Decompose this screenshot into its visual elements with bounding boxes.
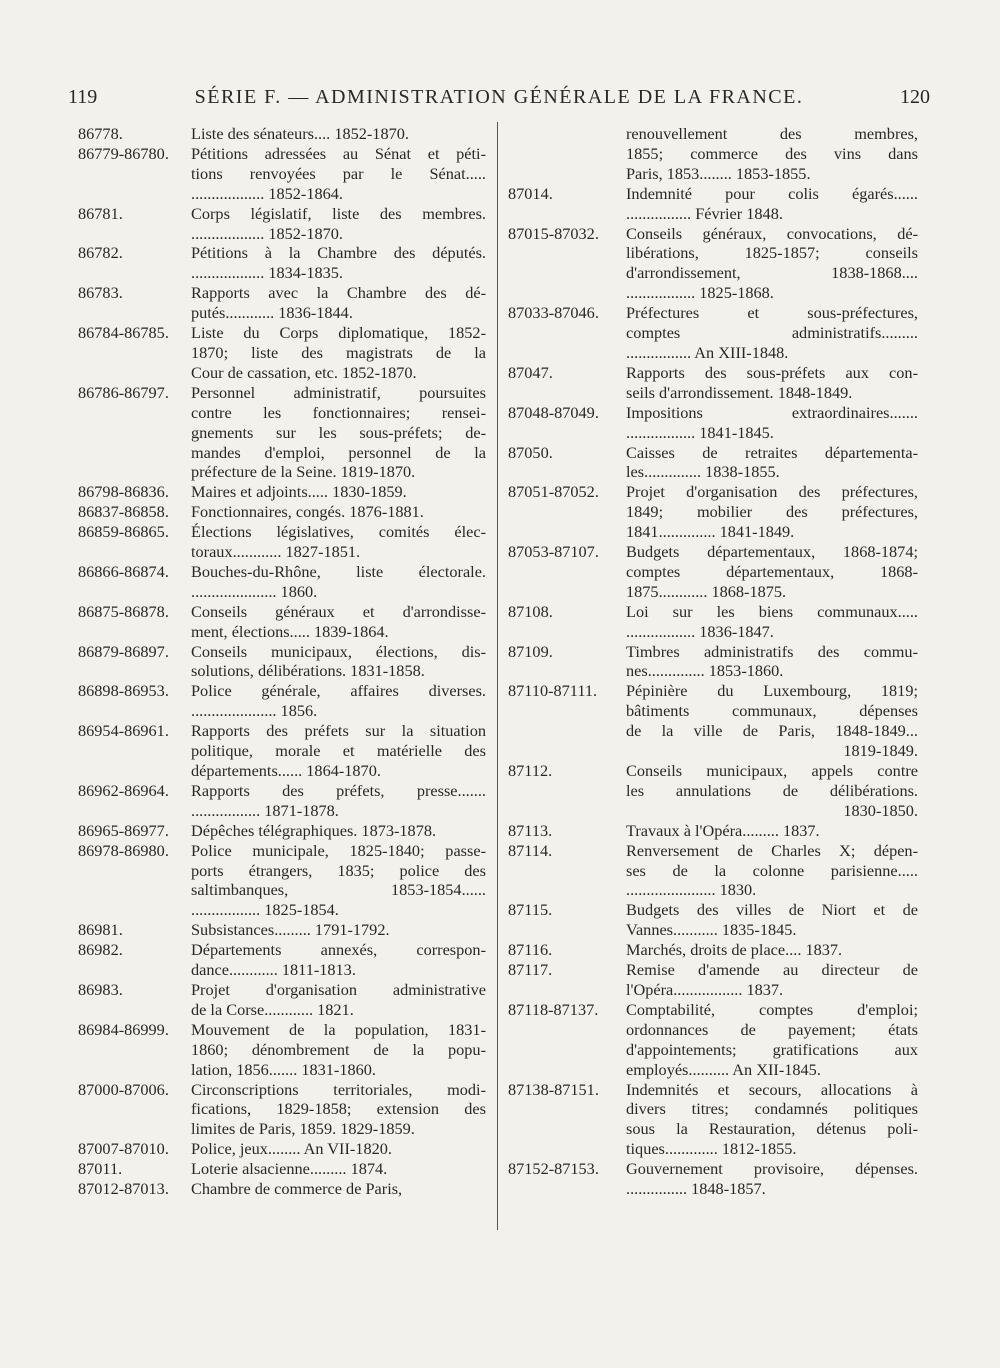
page-number-right: 120 [900, 86, 930, 108]
entry-cote: 87117. [508, 960, 553, 980]
inventory-entry [508, 1159, 918, 1199]
entry-cote: 87109. [508, 641, 553, 661]
entry-cote: 87113. [508, 820, 553, 840]
entry-line: .................. 1834-1835. [191, 263, 343, 283]
running-header [68, 86, 930, 110]
entry-line: Rapports des sous-préfets aux con- [626, 362, 918, 382]
inventory-entry [78, 1179, 486, 1199]
entry-line: fications, 1829-1858; extension des [191, 1099, 486, 1119]
entry-description [191, 243, 486, 283]
entry-description [626, 124, 918, 184]
entry-description [626, 542, 918, 602]
entry-line: Cour de cassation, etc. 1852-1870. [191, 362, 417, 382]
entry-cote [508, 124, 626, 184]
entry-cote: 86879-86897. [78, 641, 169, 661]
entry-line: comptes départementaux, 1868- [626, 561, 918, 581]
entry-line: Loterie alsacienne......... 1874. [191, 1159, 388, 1179]
entry-cote: 86983. [78, 979, 123, 999]
left-column [78, 124, 486, 1199]
inventory-entry [78, 383, 486, 483]
entry-line: Départements annexés, correspon- [191, 940, 486, 960]
entry-line: Rapports des préfets, presse....... [191, 780, 486, 800]
entry-cote: 87112. [508, 761, 553, 780]
entry-line: dance............ 1811-1813. [191, 960, 356, 980]
entry-line: Personnel administratif, poursuites [191, 382, 486, 402]
inventory-entry [508, 602, 918, 642]
entry-line: Conseils généraux et d'arrondisse- [191, 601, 486, 621]
entry-line: Corps législatif, liste des membres. [191, 203, 486, 223]
entry-line: Police municipale, 1825-1840; passe- [191, 840, 486, 860]
entry-line: Conseils municipaux, appels contre [626, 761, 918, 780]
entry-line: Dépêches télégraphiques. 1873-1878. [191, 820, 437, 840]
entry-line: d'arrondissement, 1838-1868.... [626, 263, 918, 283]
entry-description [626, 224, 918, 304]
right-column [508, 124, 918, 1199]
inventory-entry [78, 1020, 486, 1080]
inventory-entry [78, 502, 486, 522]
inventory-entry [508, 821, 918, 841]
entry-cote: 87011. [78, 1159, 123, 1179]
entry-line: Maires et adjoints..... 1830-1859. [191, 482, 407, 502]
inventory-entry [508, 960, 918, 1000]
entry-line: Travaux à l'Opéra......... 1837. [626, 820, 820, 840]
entry-description [191, 721, 486, 781]
entry-cote: 86786-86797. [78, 382, 169, 402]
entry-line: Marchés, droits de place.... 1837. [626, 940, 843, 960]
entry-description [191, 940, 486, 980]
entry-line: Pétitions à la Chambre des députés. [191, 243, 486, 263]
entry-line: ................. 1841-1845. [626, 422, 774, 442]
entry-line: préfecture de la Seine. 1819-1870. [191, 462, 416, 482]
entry-line: Police, jeux........ An VII-1820. [191, 1139, 392, 1159]
entry-line: Circonscriptions territoriales, modi- [191, 1079, 486, 1099]
entry-line: 1830-1850. [843, 800, 918, 820]
entry-cote: 86859-86865. [78, 522, 169, 542]
inventory-entry [78, 602, 486, 642]
inventory-entry [508, 443, 918, 483]
entry-cote: 86783. [78, 283, 123, 303]
inventory-entry [508, 642, 918, 682]
entry-description [626, 841, 918, 901]
entry-line: Bouches-du-Rhône, liste électorale. [191, 561, 486, 581]
entry-line: renouvellement des membres, [626, 124, 918, 143]
entry-cote: 87152-87153. [508, 1159, 599, 1179]
entry-line: 1875............ 1868-1875. [626, 581, 787, 601]
entry-line: Pétitions adressées au Sénat et péti- [191, 143, 486, 163]
entry-description [626, 900, 918, 940]
entry-description [626, 363, 918, 403]
entry-cote: 87014. [508, 183, 553, 203]
entry-cote: 86866-86874. [78, 561, 169, 581]
inventory-entry [78, 781, 486, 821]
inventory-entry [78, 124, 486, 144]
entry-line: Budgets des villes de Niort et de [626, 900, 918, 920]
entry-cote: 86875-86878. [78, 601, 169, 621]
inventory-entry [78, 721, 486, 781]
entry-line: Projet d'organisation des préfectures, [626, 482, 918, 502]
entry-cote: 87116. [508, 940, 553, 960]
entry-cote: 86784-86785. [78, 323, 169, 343]
entry-description [191, 1139, 486, 1159]
entry-line: ................. 1825-1868. [626, 283, 774, 303]
entry-description [626, 184, 918, 224]
entry-cote: 86781. [78, 203, 123, 223]
entry-line: tiques............. 1812-1855. [626, 1139, 797, 1159]
entry-line: ................. 1871-1878. [191, 800, 339, 820]
entry-line: les.............. 1838-1855. [626, 462, 780, 482]
entry-cote: 86778. [78, 124, 123, 143]
entry-cote: 86981. [78, 920, 123, 940]
entry-description [191, 781, 486, 821]
entry-cote: 87000-87006. [78, 1079, 169, 1099]
entry-line: Indemnité pour colis égarés...... [626, 183, 918, 203]
entry-cote: 87050. [508, 442, 553, 462]
entry-line: Subsistances......... 1791-1792. [191, 920, 390, 940]
entry-line: toraux............ 1827-1851. [191, 542, 361, 562]
entry-description [191, 681, 486, 721]
entry-cote: 86965-86977. [78, 820, 169, 840]
inventory-entry [78, 642, 486, 682]
entry-line: ............... 1848-1857. [626, 1179, 766, 1199]
inventory-entry [508, 363, 918, 403]
entry-description [191, 204, 486, 244]
entry-description [191, 1020, 486, 1080]
entry-line: .................. 1852-1870. [191, 223, 343, 243]
entry-cote: 86779-86780. [78, 143, 169, 163]
entry-cote: 86782. [78, 243, 123, 263]
inventory-entry [78, 1080, 486, 1140]
entry-line: limites de Paris, 1859. 1829-1859. [191, 1119, 415, 1139]
entry-line: de la ville de Paris, 1848-1849... [626, 721, 918, 741]
entry-line: lation, 1856....... 1831-1860. [191, 1059, 376, 1079]
entry-line: Pépinière du Luxembourg, 1819; [626, 681, 918, 701]
entry-line: Fonctionnaires, congés. 1876-1881. [191, 502, 424, 522]
inventory-entry [78, 980, 486, 1020]
entry-line: 1819-1849. [843, 741, 918, 761]
inventory-entry [78, 323, 486, 383]
entry-description [191, 482, 486, 502]
entry-line: ports étrangers, 1835; police des [191, 860, 486, 880]
entry-line: Remise d'amende au directeur de [626, 960, 918, 980]
entry-description [626, 940, 918, 960]
entry-description [626, 960, 918, 1000]
inventory-entry [78, 562, 486, 602]
entry-line: Budgets départementaux, 1868-1874; [626, 542, 918, 562]
entry-description [626, 761, 918, 821]
inventory-entry [508, 940, 918, 960]
entry-line: mandes d'emploi, personnel de la [191, 442, 486, 462]
entry-description [191, 602, 486, 642]
entry-cote: 87015-87032. [508, 223, 599, 243]
entry-line: ..................... 1856. [191, 701, 318, 721]
entry-description [191, 821, 486, 841]
entry-line: l'Opéra................. 1837. [626, 979, 784, 999]
entry-description [626, 443, 918, 483]
entry-cote: 86798-86836. [78, 482, 169, 502]
page-title: SÉRIE F. — ADMINISTRATION GÉNÉRALE DE LA FRANCE. [194, 86, 804, 108]
entry-cote: 87053-87107. [508, 542, 599, 562]
entry-cote: 86982. [78, 940, 123, 960]
entry-description [191, 562, 486, 602]
inventory-entry [78, 841, 486, 921]
entry-line: Caisses de retraites départementa- [626, 442, 918, 462]
entry-line: sous la Restauration, détenus poli- [626, 1119, 918, 1139]
entry-line: Renversement de Charles X; dépen- [626, 840, 918, 860]
entry-cote: 87007-87010. [78, 1139, 169, 1159]
entry-line: ................ An XIII-1848. [626, 342, 789, 362]
entry-description [191, 1179, 486, 1199]
entry-description [626, 821, 918, 841]
entry-line: politique, morale et matérielle des [191, 741, 486, 761]
entry-line: libérations, 1825-1857; conseils [626, 243, 918, 263]
inventory-entry [508, 224, 918, 304]
inventory-entry [508, 482, 918, 542]
inventory-entry [78, 681, 486, 721]
inventory-entry [78, 482, 486, 502]
inventory-entry [508, 303, 918, 363]
entry-line: Projet d'organisation administrative [191, 979, 486, 999]
entry-line: ................ Février 1848. [626, 203, 783, 223]
entry-cote: 87012-87013. [78, 1179, 169, 1199]
inventory-entry [78, 940, 486, 980]
entry-description [191, 383, 486, 483]
inventory-entry [508, 1000, 918, 1080]
entry-cote: 86954-86961. [78, 721, 169, 741]
entry-line: putés............ 1836-1844. [191, 303, 353, 323]
entry-line: bâtiments communaux, dépenses [626, 701, 918, 721]
entry-cote: 87051-87052. [508, 482, 599, 502]
entry-description [191, 144, 486, 204]
inventory-entry [508, 1080, 918, 1160]
entry-line: Conseils municipaux, élections, dis- [191, 641, 486, 661]
entry-description [626, 403, 918, 443]
inventory-entry [78, 283, 486, 323]
entry-line: saltimbanques, 1853-1854...... [191, 880, 486, 900]
column-divider [497, 122, 498, 1230]
entry-cote: 87108. [508, 601, 553, 621]
entry-line: ................. 1836-1847. [626, 621, 774, 641]
entry-description [191, 323, 486, 383]
entry-line: Conseils généraux, convocations, dé- [626, 223, 918, 243]
entry-line: Chambre de commerce de Paris, [191, 1179, 403, 1199]
entry-cote: 87115. [508, 900, 553, 920]
entry-line: Loi sur les biens communaux..... [626, 601, 918, 621]
entry-line: ................. 1825-1854. [191, 900, 339, 920]
entry-description [626, 602, 918, 642]
entry-line: ...................... 1830. [626, 880, 757, 900]
entry-line: 1841.............. 1841-1849. [626, 522, 795, 542]
entry-line: ment, élections..... 1839-1864. [191, 621, 389, 641]
entry-line: les annulations de délibérations. [626, 780, 918, 800]
entry-line: Police générale, affaires diverses. [191, 681, 486, 701]
entry-line: employés.......... An XII-1845. [626, 1059, 821, 1079]
inventory-entry [78, 144, 486, 204]
entry-line: nes.............. 1853-1860. [626, 661, 784, 681]
entry-line: départements...... 1864-1870. [191, 761, 381, 780]
entry-description [191, 502, 486, 522]
entry-line: Comptabilité, comptes d'emploi; [626, 999, 918, 1019]
entry-description [191, 522, 486, 562]
inventory-entry [508, 900, 918, 940]
entry-line: Impositions extraordinaires....... [626, 402, 918, 422]
entry-line: comptes administratifs......... [626, 323, 918, 343]
entry-description [626, 303, 918, 363]
entry-line: tions renvoyées par le Sénat..... [191, 163, 486, 183]
entry-cote: 87114. [508, 840, 553, 860]
entry-line: Rapports avec la Chambre des dé- [191, 283, 486, 303]
entry-description [191, 642, 486, 682]
page-number-left: 119 [68, 86, 98, 108]
entry-description [191, 980, 486, 1020]
inventory-entry [78, 821, 486, 841]
entry-cote: 87110-87111. [508, 681, 598, 701]
entry-description [191, 283, 486, 323]
entry-line: ses de la colonne parisienne..... [626, 860, 918, 880]
entry-line: Vannes........... 1835-1845. [626, 920, 797, 940]
entry-cote: 87138-87151. [508, 1079, 599, 1099]
entry-line: ..................... 1860. [191, 581, 318, 601]
entry-description [626, 482, 918, 542]
entry-line: Élections législatives, comités élec- [191, 522, 486, 542]
inventory-entry [508, 681, 918, 761]
inventory-entry [508, 124, 918, 184]
entry-description [626, 1000, 918, 1080]
entry-line: divers titres; condamnés politiques [626, 1099, 918, 1119]
entry-cote: 86837-86858. [78, 502, 169, 522]
entry-line: solutions, délibérations. 1831-1858. [191, 661, 425, 681]
entry-line: seils d'arrondissement. 1848-1849. [626, 382, 853, 402]
entry-line: Timbres administratifs des commu- [626, 641, 918, 661]
entry-line: Mouvement de la population, 1831- [191, 1019, 486, 1039]
entry-description [191, 1080, 486, 1140]
inventory-entry [508, 761, 918, 821]
inventory-entry [78, 522, 486, 562]
entry-cote: 87033-87046. [508, 303, 599, 323]
entry-line: .................. 1852-1864. [191, 183, 343, 203]
entry-description [626, 642, 918, 682]
inventory-entry [78, 1159, 486, 1179]
entry-cote: 86984-86999. [78, 1019, 169, 1039]
entry-cote: 87047. [508, 362, 553, 382]
entry-description [191, 841, 486, 921]
entry-line: Liste du Corps diplomatique, 1852- [191, 323, 486, 343]
entry-line: Indemnités et secours, allocations à [626, 1079, 918, 1099]
entry-line: d'appointements; gratifications aux [626, 1039, 918, 1059]
inventory-entry [508, 841, 918, 901]
inventory-entry [78, 243, 486, 283]
entry-line: Liste des sénateurs.... 1852-1870. [191, 124, 409, 143]
entry-line: Préfectures et sous-préfectures, [626, 303, 918, 323]
entry-cote: 86898-86953. [78, 681, 169, 701]
entry-description [626, 1159, 918, 1199]
entry-description [191, 1159, 486, 1179]
entry-line: Paris, 1853........ 1853-1855. [626, 163, 811, 183]
entry-line: Rapports des préfets sur la situation [191, 721, 486, 741]
entry-line: contre les fonctionnaires; rensei- [191, 402, 486, 422]
entry-line: 1855; commerce des vins dans [626, 143, 918, 163]
entry-cote: 87048-87049. [508, 402, 599, 422]
entry-line: 1860; dénombrement de la popu- [191, 1039, 486, 1059]
entry-line: ordonnances de payement; états [626, 1019, 918, 1039]
entry-line: 1870; liste des magistrats de la [191, 342, 486, 362]
inventory-entry [78, 1139, 486, 1159]
entry-cote: 86962-86964. [78, 780, 169, 800]
entry-description [626, 1080, 918, 1160]
entry-description [191, 920, 486, 940]
inventory-entry [508, 184, 918, 224]
entry-line: de la Corse............ 1821. [191, 999, 354, 1019]
inventory-entry [78, 920, 486, 940]
entry-line: gnements sur les sous-préfets; de- [191, 422, 486, 442]
inventory-entry [508, 403, 918, 443]
entry-description [626, 681, 918, 761]
entry-cote: 86978-86980. [78, 840, 169, 860]
inventory-entry [508, 542, 918, 602]
entry-line: Gouvernement provisoire, dépenses. [626, 1159, 918, 1179]
entry-line: 1849; mobilier des préfectures, [626, 502, 918, 522]
entry-description [191, 124, 486, 144]
inventory-entry [78, 204, 486, 244]
entry-cote: 87118-87137. [508, 999, 599, 1019]
